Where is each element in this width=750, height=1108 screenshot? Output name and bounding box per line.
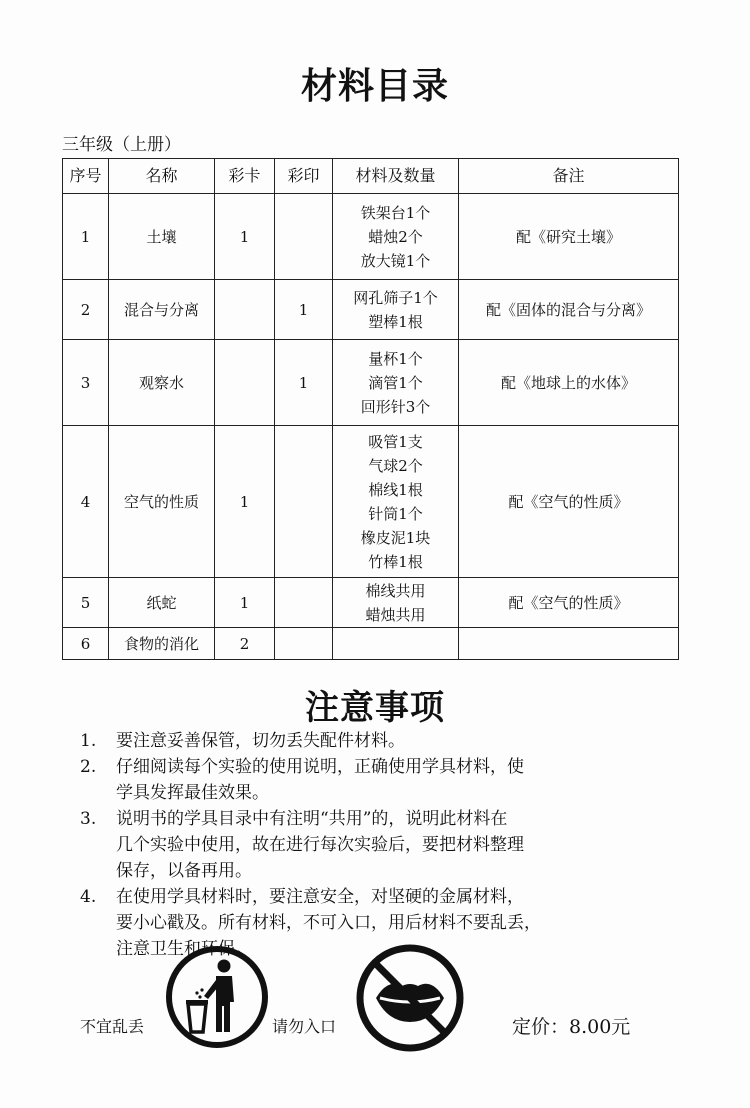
notice-line: 说明书的学具目录中有注明“共用”的，说明此材料在 — [116, 809, 508, 829]
notice-item — [80, 728, 680, 754]
notice-list — [80, 728, 680, 962]
material-item: 针筒1个 — [368, 504, 423, 523]
no-littering-icon — [164, 944, 270, 1050]
cell-name: 混合与分离 — [109, 280, 215, 340]
cell-materials — [333, 628, 459, 660]
price-label: 定价：8.00元 — [512, 1016, 631, 1038]
cell-name: 纸蛇 — [109, 578, 215, 628]
notice-title: 注意事项 — [305, 688, 445, 728]
cell-note: 配《空气的性质》 — [459, 578, 679, 628]
notice-number: 1. — [80, 731, 97, 751]
cell-name: 土壤 — [109, 194, 215, 280]
cell-card: 1 — [215, 194, 275, 280]
cell-materials — [333, 280, 459, 340]
cell-card: 2 — [215, 628, 275, 660]
page-title: 材料目录 — [300, 66, 449, 107]
cell-no: 2 — [63, 280, 109, 340]
cell-card — [215, 280, 275, 340]
notice-line: 几个实验中使用，故在进行每次实验后，要把材料整理 — [116, 835, 524, 855]
cell-print — [275, 426, 333, 578]
material-item: 滴管1个 — [368, 373, 423, 392]
cell-card: 1 — [215, 426, 275, 578]
header-print: 彩印 — [275, 159, 333, 194]
cell-print: 1 — [275, 340, 333, 426]
cell-no: 3 — [63, 340, 109, 426]
table-row — [63, 280, 679, 340]
notice-number: 4. — [80, 887, 97, 907]
material-item: 网孔筛子1个 — [353, 288, 438, 307]
notice-number: 2. — [80, 757, 97, 777]
table-row — [63, 628, 679, 660]
notice-line: 学具发挥最佳效果。 — [116, 783, 269, 803]
cell-no: 1 — [63, 194, 109, 280]
table-row — [63, 426, 679, 578]
notice-line: 仔细阅读每个实验的使用说明，正确使用学具材料，使 — [116, 757, 524, 777]
material-item: 铁架台1个 — [360, 203, 431, 222]
table-header-row — [63, 159, 679, 194]
cell-no: 4 — [63, 426, 109, 578]
grade-label: 三年级（上册） — [62, 135, 181, 155]
material-item: 塑棒1根 — [368, 312, 423, 331]
notice-line: 在使用学具材料时，要注意安全，对坚硬的金属材料， — [116, 887, 524, 907]
material-item: 蜡烛共用 — [365, 605, 426, 624]
cell-note: 配《固体的混合与分离》 — [459, 280, 679, 340]
notice-line: 注意卫生和环保。 — [116, 939, 252, 959]
header-no: 序号 — [63, 159, 109, 194]
cell-materials — [333, 340, 459, 426]
material-item: 放大镜1个 — [360, 251, 431, 270]
cell-name: 食物的消化 — [109, 628, 215, 660]
cell-note — [459, 628, 679, 660]
notice-number: 3. — [80, 809, 97, 829]
cell-print — [275, 578, 333, 628]
cell-note: 配《空气的性质》 — [459, 426, 679, 578]
cell-name: 空气的性质 — [109, 426, 215, 578]
cell-no: 5 — [63, 578, 109, 628]
cell-note: 配《地球上的水体》 — [459, 340, 679, 426]
cell-name: 观察水 — [109, 340, 215, 426]
cell-print — [275, 628, 333, 660]
material-item: 量杯1个 — [368, 349, 423, 368]
material-item: 橡皮泥1块 — [360, 528, 431, 547]
cell-card — [215, 340, 275, 426]
notice-line: 要小心戳及。所有材料，不可入口，用后材料不要乱丢， — [116, 913, 541, 933]
cell-print — [275, 194, 333, 280]
materials-table — [62, 158, 679, 660]
notice-line: 要注意妥善保管，切勿丢失配件材料。 — [116, 731, 405, 751]
material-item: 吸管1支 — [368, 432, 423, 451]
material-item: 棉线共用 — [365, 581, 426, 600]
material-item: 回形针3个 — [360, 397, 431, 416]
notice-item — [80, 754, 680, 806]
cell-materials — [333, 578, 459, 628]
material-item: 气球2个 — [368, 456, 423, 475]
material-item: 竹棒1根 — [368, 552, 423, 571]
cell-materials — [333, 194, 459, 280]
material-item: 蜡烛2个 — [368, 227, 423, 246]
cell-print: 1 — [275, 280, 333, 340]
cell-materials — [333, 426, 459, 578]
header-name: 名称 — [109, 159, 215, 194]
notice-item — [80, 806, 680, 884]
litter-caption: 不宜乱丢 — [80, 1017, 145, 1036]
header-note: 备注 — [459, 159, 679, 194]
cell-card: 1 — [215, 578, 275, 628]
no-mouth-icon — [354, 942, 466, 1054]
table-row — [63, 340, 679, 426]
notice-line: 保存，以备再用。 — [116, 861, 252, 881]
header-card: 彩卡 — [215, 159, 275, 194]
material-item: 棉线1根 — [368, 480, 423, 499]
cell-note: 配《研究土壤》 — [459, 194, 679, 280]
table-row — [63, 194, 679, 280]
table-row — [63, 578, 679, 628]
mouth-caption: 请勿入口 — [272, 1017, 337, 1036]
header-materials: 材料及数量 — [333, 159, 459, 194]
cell-no: 6 — [63, 628, 109, 660]
